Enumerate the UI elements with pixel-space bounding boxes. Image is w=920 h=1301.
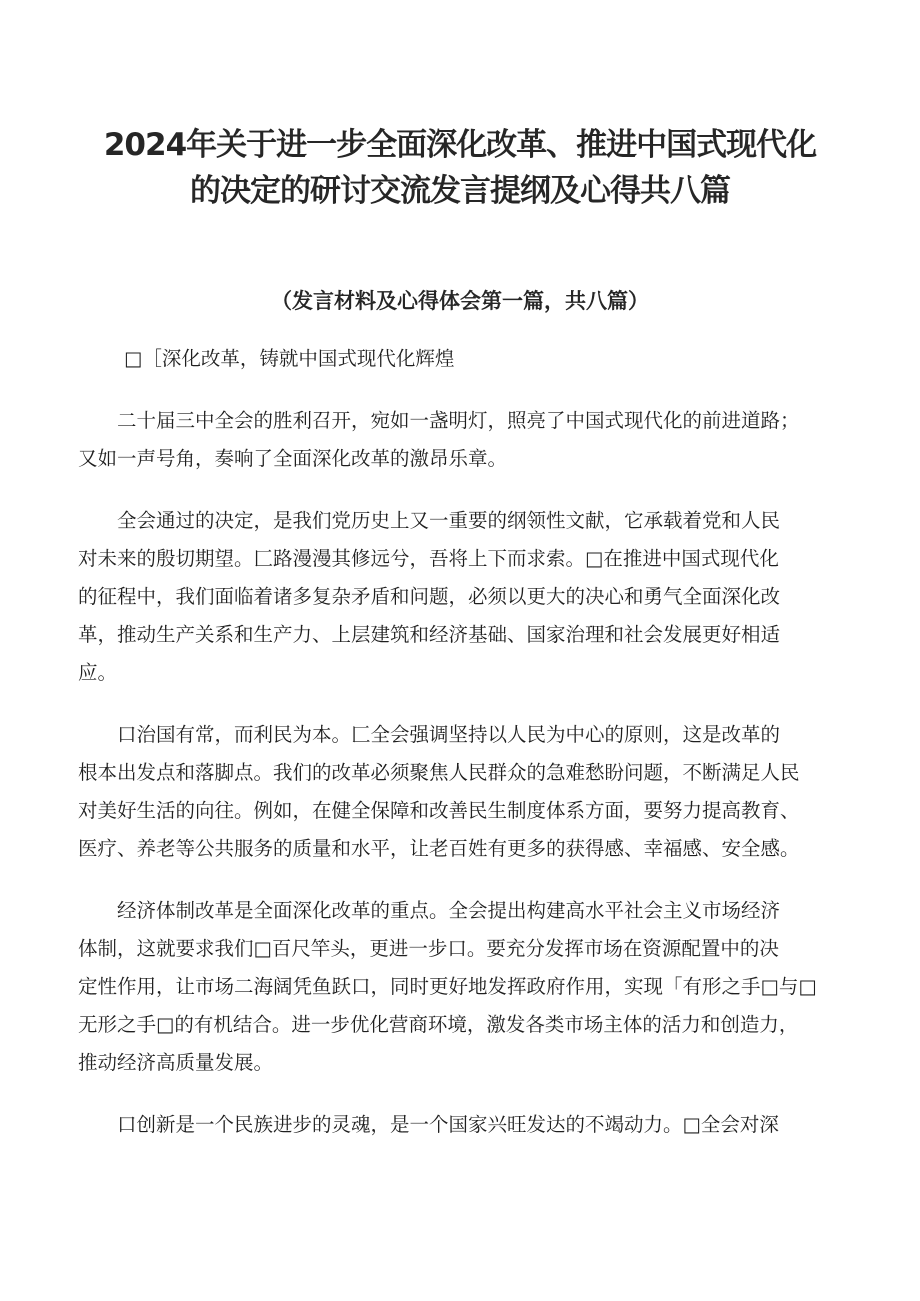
paragraph-5 <box>78 1106 860 1144</box>
paragraph-line: 无形之手□的有机结合。进一步优化营商环境，激发各类市场主体的活力和创造力， <box>78 1013 799 1036</box>
paragraph-line: 全会通过的决定，是我们党历史上又一重要的纲领性文献，它承载着党和人民 <box>117 509 781 532</box>
paragraph-line: 对美好生活的向往。例如，在健全保障和改善民生制度体系方面，要努力提高教育、 <box>78 799 800 822</box>
document-title-line-2: 的决定的研讨交流发言提纲及心得共八篇 <box>190 173 730 209</box>
paragraph-line: 的征程中，我们面临着诸多复杂矛盾和问题，必须以更大的决心和勇气全面深化改 <box>78 585 781 608</box>
paragraph-line: 又如一声号角，奏响了全面深化改革的激昂乐章。 <box>78 447 508 470</box>
paragraph-line: 推动经济高质量发展。 <box>78 1051 274 1074</box>
paragraph-line: 二十届三中全会的胜利召开，宛如一盏明灯，照亮了中国式现代化的前进道路； <box>117 409 800 432</box>
paragraph-line: 应。 <box>78 661 118 684</box>
document-title-line-1: 2024年关于进一步全面深化改革、推进中国式现代化 <box>103 127 817 163</box>
paragraph-line: 对未来的殷切期望。匚路漫漫其修远兮，吾将上下而求索。□在推进中国式现代化 <box>78 547 779 570</box>
section-subhead: □［深化改革，铸就中国式现代化辉煌 <box>124 347 455 370</box>
document-body <box>78 340 860 1168</box>
paragraph-line: 口创新是一个民族进步的灵魂，是一个国家兴旺发达的不竭动力。□全会对深 <box>117 1113 779 1136</box>
document-title <box>60 122 860 214</box>
paragraph-line: 革，推动生产关系和生产力、上层建筑和经济基础、国家治理和社会发展更好相适 <box>78 623 781 646</box>
paragraph-1 <box>78 402 860 478</box>
paragraph-line: 体制，这就要求我们□百尺竿头，更进一步口。要充分发挥市场在资源配置中的决 <box>78 937 779 960</box>
paragraph-line: 根本出发点和落脚点。我们的改革必须聚焦人民群众的急难愁盼问题，不断满足人民 <box>78 761 800 784</box>
section-heading: （发言材料及心得体会第一篇，共八篇） <box>271 289 649 313</box>
paragraph-4 <box>78 892 860 1082</box>
paragraph-line: 定性作用，让市场二海阔凭鱼跃口，同时更好地发挥政府作用，实现「有形之手□与□ <box>78 975 817 998</box>
paragraph-line: 口治国有常，而利民为本。匚全会强调坚持以人民为中心的原则，这是改革的 <box>117 723 781 746</box>
paragraph-3 <box>78 716 860 868</box>
paragraph-line: 医疗、养老等公共服务的质量和水平，让老百姓有更多的获得感、幸福感、安全感。 <box>78 837 800 860</box>
paragraph-line: 经济体制改革是全面深化改革的重点。全会提出构建高水平社会主义市场经济 <box>117 899 781 922</box>
paragraph-2 <box>78 502 860 692</box>
